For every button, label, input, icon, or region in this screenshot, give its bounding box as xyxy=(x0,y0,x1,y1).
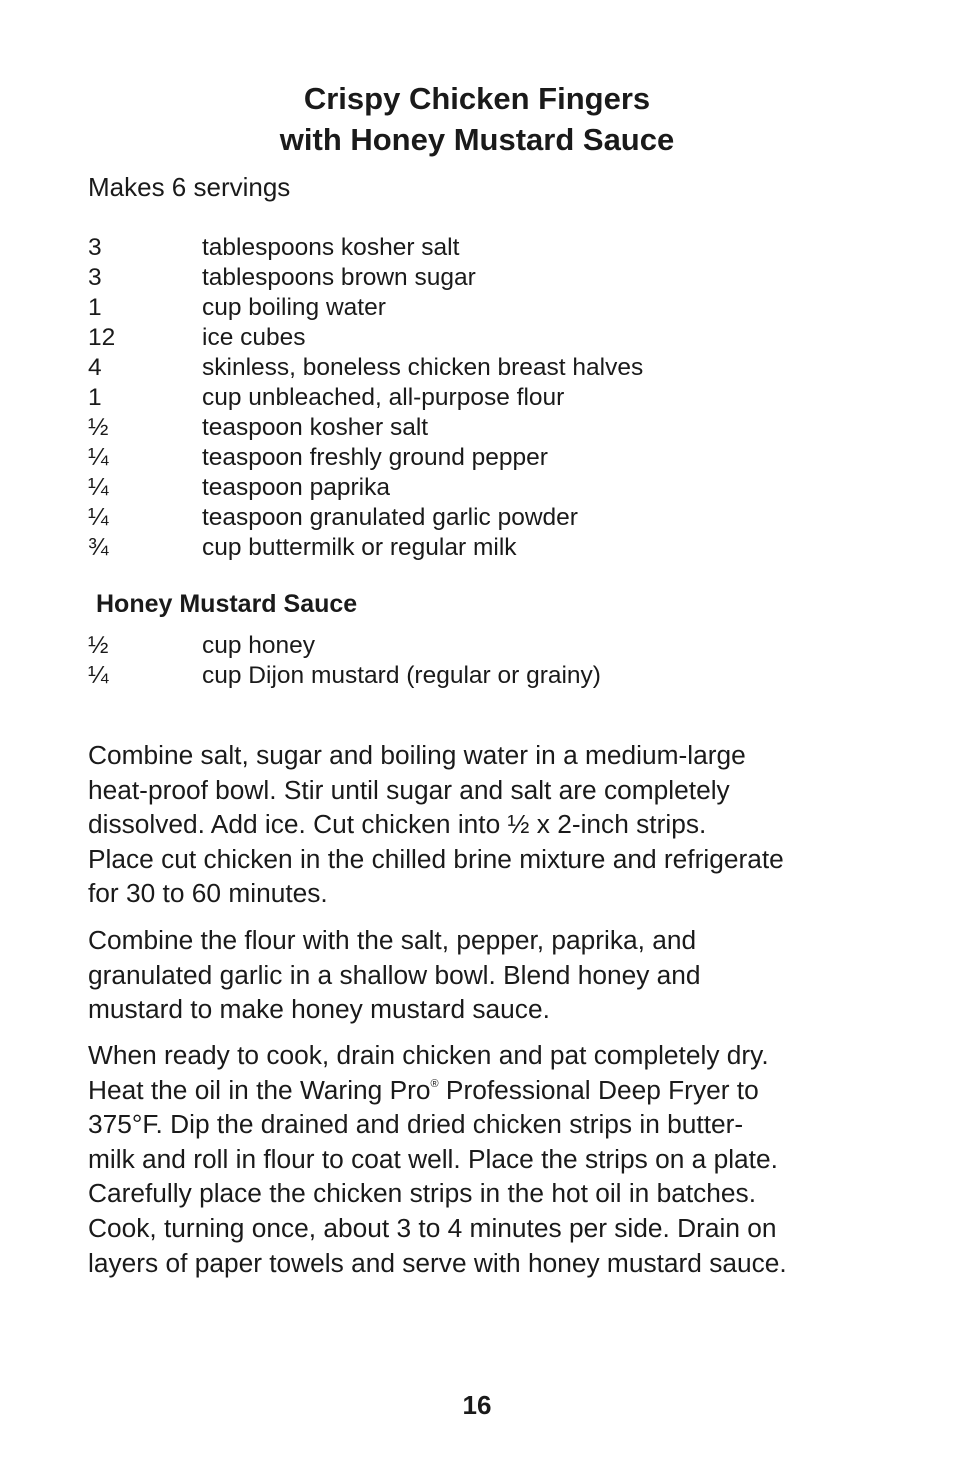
instructions-paragraph-1 xyxy=(88,738,888,911)
text-line: Combine the flour with the salt, pepper, paprika, and xyxy=(88,925,697,955)
ingredient-list xyxy=(88,233,643,563)
text-line: mustard to make honey mustard sauce. xyxy=(88,994,550,1025)
instructions-paragraph-2 xyxy=(88,923,888,1027)
text-line: dissolved. Add ice. Cut chicken into ½ x 2-inch strips. xyxy=(88,809,707,840)
text-line: 375°F. Dip the drained and dried chicken strips in butter- xyxy=(88,1109,744,1140)
text-line: heat-proof bowl. Stir until sugar and salt are completely xyxy=(88,774,730,805)
ingredient-quantity: 1 xyxy=(88,294,102,321)
ingredient-row xyxy=(88,233,643,263)
ingredient-quantity: ½ xyxy=(88,414,109,441)
ingredient-quantity: ¼ xyxy=(88,662,109,689)
recipe-title-line-1: Crispy Chicken Fingers xyxy=(303,81,651,116)
text-line: layers of paper towels and serve with honey mustard sauce. xyxy=(88,1247,787,1278)
ingredient-quantity: ½ xyxy=(88,632,109,659)
ingredient-row xyxy=(88,473,643,503)
ingredient-name: cup honey xyxy=(202,632,316,659)
text-line: granulated garlic in a shallow bowl. Blend honey and xyxy=(88,959,701,990)
ingredient-row xyxy=(88,413,643,443)
ingredient-name: teaspoon paprika xyxy=(202,474,390,501)
text-line: milk and roll in flour to coat well. Place the strips on a plate. xyxy=(88,1143,778,1174)
ingredient-quantity: ¼ xyxy=(88,474,109,501)
ingredient-name: ice cubes xyxy=(202,324,306,351)
ingredient-name: teaspoon kosher salt xyxy=(202,414,429,441)
ingredient-name: cup unbleached, all-purpose flour xyxy=(202,384,565,411)
sauce-ingredient-row xyxy=(88,631,601,661)
sauce-ingredient-list xyxy=(88,631,601,691)
text-segment: Heat the oil in the Waring Pro xyxy=(88,1074,431,1105)
ingredient-quantity: 3 xyxy=(88,234,102,261)
ingredient-quantity: 3 xyxy=(88,264,102,291)
ingredient-name: tablespoons brown sugar xyxy=(202,264,476,291)
registered-mark: ® xyxy=(430,1077,439,1090)
ingredient-quantity: ¾ xyxy=(88,534,109,561)
ingredient-name: cup boiling water xyxy=(202,294,386,321)
ingredient-quantity: 12 xyxy=(88,324,116,351)
sauce-ingredient-row xyxy=(88,661,601,691)
servings-text: Makes 6 servings xyxy=(88,172,291,202)
ingredient-name: cup buttermilk or regular milk xyxy=(202,534,517,561)
ingredient-row xyxy=(88,503,643,533)
ingredient-name: tablespoons kosher salt xyxy=(202,234,460,261)
ingredient-row xyxy=(88,293,643,323)
text-line: Cook, turning once, about 3 to 4 minutes per side. Drain on xyxy=(88,1212,777,1243)
text-line: When ready to cook, drain chicken and pat completely dry. xyxy=(88,1040,769,1070)
ingredient-quantity: ¼ xyxy=(88,444,109,471)
ingredient-row xyxy=(88,383,643,413)
ingredient-row xyxy=(88,443,643,473)
text-line xyxy=(88,1073,888,1108)
ingredient-name: teaspoon granulated garlic powder xyxy=(202,504,578,531)
text-line: Combine salt, sugar and boiling water in a medium-large xyxy=(88,740,746,770)
recipe-title-line-2: with Honey Mustard Sauce xyxy=(279,122,675,157)
ingredient-row xyxy=(88,533,643,563)
ingredient-quantity: ¼ xyxy=(88,504,109,531)
ingredient-row xyxy=(88,353,643,383)
ingredient-quantity: 1 xyxy=(88,384,102,411)
instructions-paragraph-3 xyxy=(88,1038,888,1280)
ingredient-row xyxy=(88,323,643,353)
text-segment: Professional Deep Fryer to xyxy=(438,1074,759,1105)
text-line: for 30 to 60 minutes. xyxy=(88,878,328,909)
text-line: Carefully place the chicken strips in the hot oil in batches. xyxy=(88,1178,757,1209)
ingredient-name: skinless, boneless chicken breast halves xyxy=(202,354,644,381)
ingredient-name: cup Dijon mustard (regular or grainy) xyxy=(202,662,601,689)
ingredient-quantity: 4 xyxy=(88,354,102,381)
text-line: Place cut chicken in the chilled brine mixture and refrigerate xyxy=(88,843,784,874)
sauce-heading: Honey Mustard Sauce xyxy=(96,590,358,618)
ingredient-row xyxy=(88,263,643,293)
ingredient-name: teaspoon freshly ground pepper xyxy=(202,444,548,471)
page-number: 16 xyxy=(462,1390,492,1420)
